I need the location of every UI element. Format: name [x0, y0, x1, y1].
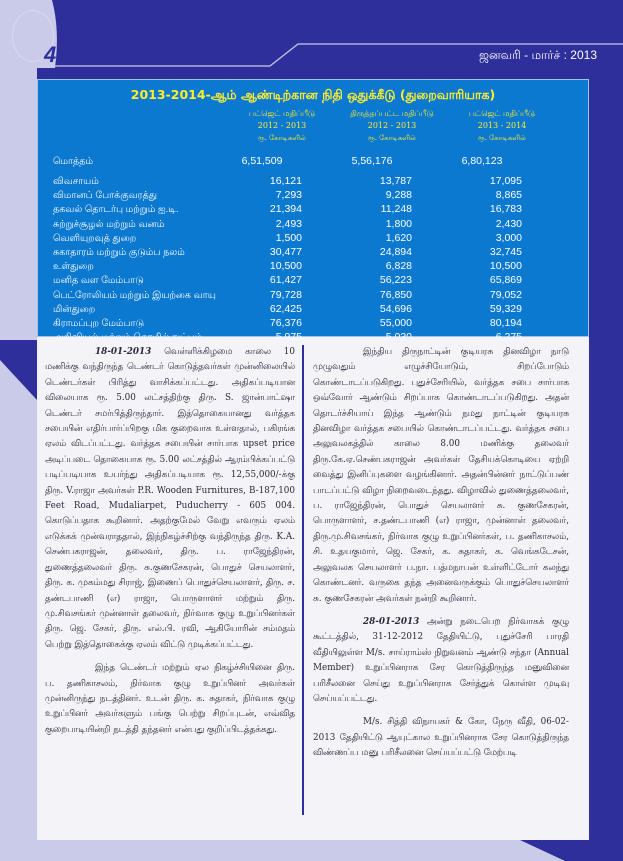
row-value: 61,427 — [269, 274, 302, 287]
row-label: தகவல் தொடர்பு மற்றும் ஐ.டி. — [53, 204, 179, 216]
column-divider — [302, 345, 304, 815]
row-value: 55,000 — [379, 317, 412, 329]
budget-table-title: 2013-2014-ஆம் ஆண்டிற்கான நிதி ஒதுக்கீடு (துறைவாரியாக) — [130, 87, 496, 102]
row-value: 62,425 — [269, 302, 302, 315]
row-label: கிராமப்புற மேம்பாடு — [53, 318, 145, 329]
paragraph-text: M/s. சித்தி விநாயகர் & கோ, நேரு வீதி, 06-02-2013 தேதியிட்டு ஆயுட்கால உறுப்பினராக சேர கொடுத்திருந்த விண்ணப்ப மனு பரிசீலனை செய்யப்பட்டு மேற்படி — [313, 717, 569, 759]
article-paragraph — [313, 715, 569, 761]
column-header-line1: திருத்தப்பட்ட மதிப்பீடு — [350, 109, 434, 118]
column-header-line1: பட்ஜெட் மதிப்பீடு — [248, 109, 316, 118]
row-label: உள்துறை — [53, 261, 94, 273]
article-paragraph — [313, 345, 569, 607]
article-paragraph — [45, 345, 295, 653]
column-header-revised-2012-13 — [332, 108, 452, 144]
row-value: 11,248 — [380, 203, 412, 216]
table-row — [53, 317, 573, 330]
article-left-column — [45, 345, 295, 746]
row-label: வெளியுறவுத் துறை — [53, 232, 137, 244]
row-value: 10,500 — [269, 260, 302, 273]
paragraph-text: இந்திய திருநாட்டின் குடியரசு தினவிழா நாடு முழுவதும் எழுச்சியோடும், சிறப்போடும் கொண்டாடப்படுகிறது. புதுச்சேரியில், வர்த்தக சபை சார்பாக ஒவ்வோர் ஆண்டும் சிறப்பாக கொண்டாடப்படுகிறது. அதன் தொடர்ச்சியாய் இந்த ஆண்டும் நமது நாட்டின் குடியரசு தினவிழா வர்த்தக சபையில் கொண்டாடப்பட்டது. வர்த்தக சபை அலுவலகத்தில் காலை 8.00 மணிக்கு தலைவர் திரு.கே.ஏ.செண்பகராஜன் அவர்கள் தேசியக்கொடியை ஏற்றி வைத்து இனிப்புகளை வழங்கினார். அதன்பின்னர் நாட்டுப்பண் பாடப்பட்டு விழா நிறைவடைந்தது. விழாவில் துணைத்தலைவர், ப. ராஜேந்திரன், பொதுச் செயலாளர் சு. குணசேகரன், பொருளாளர், ச.தண்டபாணி (எ) ராஜா, முன்னாள் தலைவர், திரு.மு.சிவசங்கர், நிர்வாக குழு உறுப்பினர்கள், ப. தணிகாசலம், சி. உதயகுமார், ஜெ. சேகர், க. சுதாகர், க. வெங்கடேசன், அலுவலக செயலாளர் ப.நா. பத்மநாபன் உள்ளிட்டோர் கலந்து கொண்டனர். வருகை தந்த அனைவருக்கும் பொதுச்செயலாளர் சு. குணசேகரன் அவர்கள் நன்றி கூறினார். — [313, 347, 569, 604]
row-value: 5,56,176 — [351, 155, 393, 167]
column-header-year: 2012 - 2013 — [257, 121, 307, 130]
row-value: 9,288 — [385, 189, 412, 202]
table-row — [53, 175, 573, 188]
row-value: 79,728 — [269, 288, 302, 301]
article — [37, 337, 589, 840]
row-value: 30,477 — [269, 246, 302, 258]
row-label: விமானப் போக்குவரத்து — [53, 190, 158, 202]
row-label: மொத்தம் — [53, 156, 94, 167]
row-label: விவசாயம் — [53, 176, 99, 187]
row-value: 54,696 — [379, 302, 412, 315]
article-paragraph — [313, 615, 569, 707]
table-row — [53, 274, 573, 287]
row-value: 2,430 — [495, 217, 522, 230]
article-paragraph — [45, 661, 295, 738]
column-header-year: 2013 - 2014 — [477, 121, 527, 130]
row-value: 16,783 — [489, 203, 522, 216]
budget-table-panel — [37, 79, 589, 337]
row-value: 65,869 — [489, 274, 522, 287]
table-row — [53, 289, 573, 302]
row-value: 7,293 — [275, 189, 302, 202]
row-value: 1,620 — [385, 231, 412, 244]
left-margin-band — [0, 68, 37, 861]
row-value: 24,894 — [379, 246, 412, 258]
table-row — [53, 232, 573, 245]
page-number: 4 — [44, 42, 57, 67]
row-value: 6,828 — [385, 260, 412, 273]
row-value: 3,000 — [495, 231, 522, 244]
column-header-unit: ரூ. கோடிகளில் — [368, 134, 416, 142]
date-lead: 18-01-2013 — [95, 347, 152, 357]
row-value: 6,80,123 — [461, 155, 503, 167]
row-value: 79,052 — [489, 288, 522, 301]
row-value: 80,194 — [489, 317, 522, 329]
column-header-unit: ரூ. கோடிகளில் — [478, 134, 526, 142]
row-value: 1,800 — [385, 217, 412, 230]
table-row — [53, 303, 573, 316]
row-label: மின்துறை — [53, 303, 96, 315]
row-label: சுற்றுச்சூழல் மற்றும் வனம் — [53, 218, 165, 230]
date-lead: 28-01-2013 — [363, 616, 420, 627]
article-right-column — [313, 345, 569, 770]
paragraph-text: இந்த டெண்டர் மற்றும் ஏல நிகழ்ச்சியினை திரு. ப. தணிகாசலம், நிர்வாக குழு உறுப்பினர் அவர்கள் முன்னிருந்து நடத்தினர். உடன் திரு. க. சுதாகர், நிர்வாக குழு உறுப்பினர் அவர்களும் பங்கு பெற்று சிறப்புடன், எவ்வித குறைபாடியின்றி நடத்தி தந்தனர் என்பது குறிப்பிடத்தக்கது. — [45, 663, 295, 735]
row-value: 76,850 — [379, 288, 412, 301]
row-value: 56,223 — [379, 274, 412, 287]
table-row — [53, 203, 573, 216]
table-row — [53, 218, 573, 231]
column-header-line1: பட்ஜெட் மதிப்பீடு — [468, 109, 536, 118]
table-row — [53, 189, 573, 202]
row-value: 1,500 — [275, 231, 302, 244]
column-header-budget-2012-13 — [222, 108, 342, 144]
row-value: 2,493 — [275, 217, 302, 230]
paragraph-text: அன்று நடைபெற நிர்வாகக் குழு கூட்டத்தில், 31-12-2012 தேதியிட்டு, புதுச்சேரி பாரதி வீதியிலுள்ள M/s. சாய்ராம்ஸ் நிறுவனம் ஆண்டு சந்தா (Annual Member) உறுப்பினராக சேர கொடுத்திருந்த மனுவினை பரிசீலனை செய்து உறுப்பினராக சேர்த்துக் கொள்ள முடிவு செய்யப்பட்டது. — [313, 616, 569, 704]
row-value: 13,787 — [379, 175, 412, 187]
row-label: மனித வள மேம்பாடு — [53, 275, 144, 287]
column-header-budget-2013-14 — [442, 108, 562, 144]
row-value: 17,095 — [489, 175, 522, 187]
column-header-year: 2012 - 2013 — [367, 121, 417, 130]
row-value: 21,394 — [269, 203, 302, 216]
issue-date: ஜனவரி - மார்ச் : 2013 — [479, 48, 597, 62]
paragraph-text: வெள்ளிக்கிழமை காலை 10 மணிக்கு வந்திருந்த டெண்டர் கொடுத்தவர்கள் முன்னிலையில் டெண்டர்கள் பிரித்து வாசிக்கப்பட்டது. அதிகப்படியான விலையாக ரூ. 5.00 லட்சத்திற்கு திரு. S. ஜான்பாட்ஷா டெண்டர் சமர்பித்திருந்தார். இத்தொகையானது வர்த்தக சபையின் எதிர்பார்ப்பிறகு மிக குறைவாக உள்ளதால், பகிரங்க ஏலம் விடப்பட்டது. வர்த்தக சபையின் சார்பாக upset price அடிப்படை தொகையாக ரூ. 5.00 லட்சத்தில் ஆரம்பிக்கப்பட்டு படிப்படியாக உயர்ந்து அதிகப்படியாக ரூ. 12,55,000/-க்கு திரு. V.ராஜா அவர்கள் P.R. Wooden Furnitures, B-187,100 Feet Road, Mudaliarpet, Puducherry - 605 004. கொடுப்பதாக கூறினார். அதற்குமேல் வேறு எவரும் ஏலம் எடுக்கக் முன்வராததால், இந்நிகழ்ச்சிற்கு வந்திருந்த திரு. K.A. செண்பகராஜன், தலைவர், திரு. ப. ராஜேந்திரன், துணைத்தலைவர் திரு. சு.குணசேகரன், பொதுச் செயலாளர், திரு. க. முகம்மது சிராஜ், இணைப் பொதுச்செயலாளர், திரு. ச. தண்டபாணி (எ) ராஜா, பொருளாளர் மற்றும் திரு. மு.சிவசங்கர் முன்னாள் தலைவர், நிர்வாக குழு உறுப்பினர்கள் திரு. ஜெ. சேகர், திரு. எல்.பி. ரவி, ஆகியோரின் சம்மதம் பெற்று இத்தொகைக்கு ஏலம் விட்டு முடிக்கப்பட்டது. — [45, 347, 295, 650]
row-value: 32,745 — [489, 246, 522, 258]
row-value: 16,121 — [269, 175, 302, 187]
row-value: 8,865 — [495, 189, 522, 202]
row-label: பெட்ரோலியம் மற்றும் இயற்கை வாயு — [53, 289, 216, 301]
table-row — [53, 246, 573, 259]
column-header-unit: ரூ. கோடிகளில் — [258, 134, 306, 142]
row-value: 10,500 — [489, 260, 522, 273]
table-row-total — [53, 155, 573, 168]
row-value: 6,51,509 — [241, 155, 283, 167]
table-row — [53, 260, 573, 273]
row-label: சுகாதாரம் மற்றும் குடும்ப நலம் — [53, 247, 185, 258]
row-value: 59,329 — [489, 302, 522, 315]
row-value: 76,376 — [269, 317, 302, 329]
